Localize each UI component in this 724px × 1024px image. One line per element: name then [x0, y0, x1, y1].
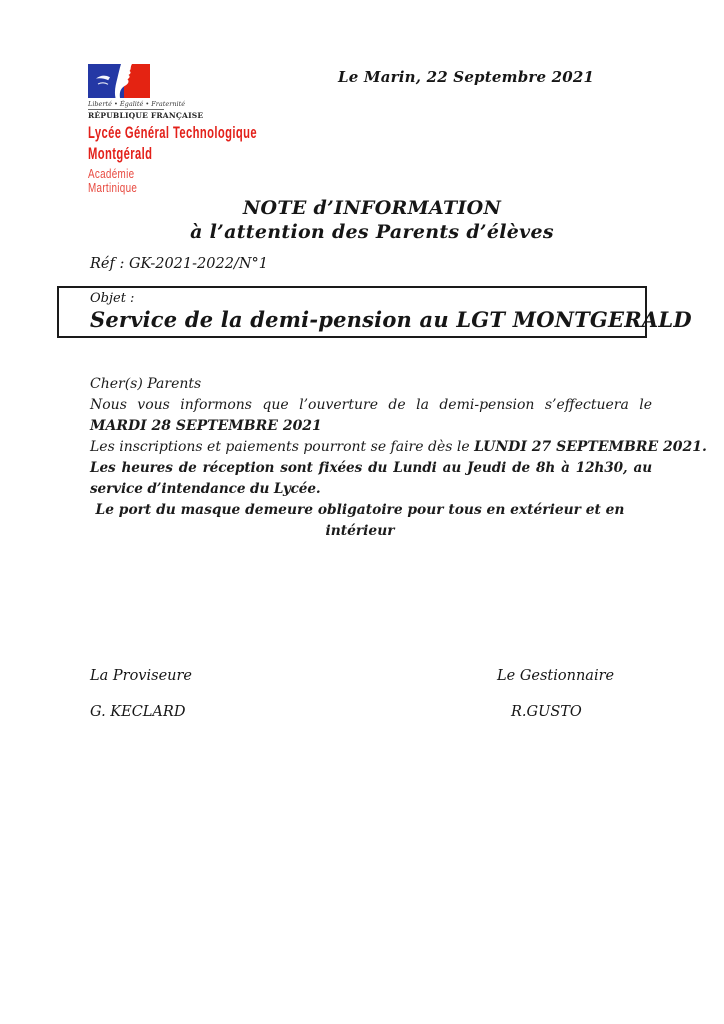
signature-left-role: La Proviseure [90, 668, 193, 684]
paragraph-1-text: Nous vous informons que l’ouverture de la demi-pension s’effectuera le [90, 397, 652, 413]
paragraph-2-date-bold: LUNDI 27 SEPTEMBRE 2021. [474, 439, 707, 455]
paragraph-reception-hours: Les heures de réception sont fixées du Lundi au Jeudi de 8h à 12h30, au service d’intendance du Lycée. [90, 460, 652, 497]
school-academy-line: Académie [88, 166, 135, 181]
subject-label: Objet : [90, 291, 135, 306]
reference-line: Réf : GK-2021-2022/N°1 [90, 256, 268, 272]
paragraph-registration [90, 437, 707, 458]
republique-francaise-logo [88, 64, 204, 120]
paragraph-2-text: Les inscriptions et paiements pourront se faire dès le [90, 439, 475, 455]
paragraph-opening-date [90, 395, 652, 437]
school-name-line1: Lycée Général Technologique [88, 123, 258, 142]
french-flag-marianne-icon [88, 64, 150, 98]
paragraph-mask-notice: Le port du masque demeure obligatoire pour tous en extérieur et en intérieur [95, 502, 625, 539]
document-title [52, 196, 692, 244]
salutation: Cher(s) Parents [90, 376, 202, 392]
logo-motto: Liberté • Égalité • Fraternité [88, 100, 186, 108]
signature-left-name: G. KECLARD [90, 704, 186, 720]
school-region-line: Martinique [88, 179, 138, 195]
letter-body [90, 374, 707, 542]
date-line: Le Marin, 22 Septembre 2021 [338, 68, 595, 86]
paragraph-1-date-bold: MARDI 28 SEPTEMBRE 2021 [90, 418, 322, 434]
school-name-block [88, 122, 344, 194]
document-title-line2: à l’attention des Parents d’élèves [190, 221, 554, 243]
document-title-line1: NOTE d’INFORMATION [242, 197, 502, 219]
subject-box [57, 286, 692, 338]
subject-text: Service de la demi-pension au LGT MONTGERALD [90, 307, 692, 332]
signature-right-name: R.GUSTO [511, 704, 582, 720]
school-name-line2: Montgérald [88, 144, 153, 163]
signature-right-role: Le Gestionnaire [497, 668, 615, 684]
logo-republic-label: RÉPUBLIQUE FRANÇAISE [88, 111, 204, 120]
